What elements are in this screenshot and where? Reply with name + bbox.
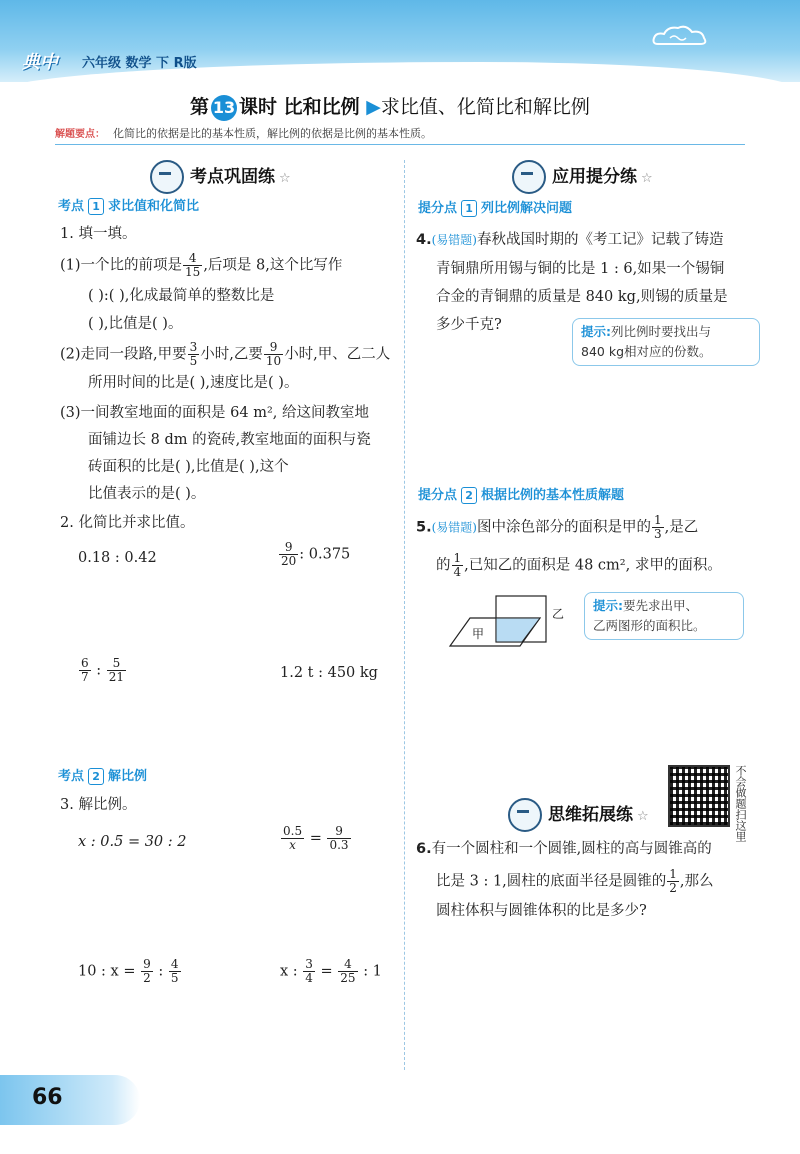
point-text: 解比例 xyxy=(108,769,148,784)
text: 小时,乙要 xyxy=(200,346,263,363)
fraction xyxy=(338,958,357,985)
q5-line2 xyxy=(436,552,722,580)
q1-part1-line1 xyxy=(60,252,342,280)
numerator: 4 xyxy=(170,957,179,971)
numerator: 4 xyxy=(338,958,357,972)
text: ,那么 xyxy=(679,873,714,890)
q6-line2 xyxy=(436,868,714,896)
point-badge: 2 xyxy=(461,487,477,504)
numerator: 3 xyxy=(305,957,313,971)
point-text: 列比例解决问题 xyxy=(481,201,573,216)
numerator: 1 xyxy=(653,513,662,527)
numerator: 3 xyxy=(189,340,198,354)
question-tag: (易错题) xyxy=(431,233,477,247)
denominator: 20 xyxy=(281,554,297,568)
question-number: 6. xyxy=(416,841,432,857)
question-3-stem: 3. 解比例。 xyxy=(60,797,137,813)
figure-label-jia: 甲 xyxy=(472,627,485,641)
point-1-heading xyxy=(58,195,199,215)
q4-line1 xyxy=(416,227,723,254)
q1-part2-line1 xyxy=(60,341,390,369)
text: 的 xyxy=(436,557,451,574)
hint-text: 列比例时要找出与 xyxy=(611,324,712,339)
triangle-icon: ▶ xyxy=(366,96,381,118)
section-title: 考点巩固练 xyxy=(190,167,275,187)
q2-item-d: 1.2 t : 450 kg xyxy=(280,665,378,681)
fraction xyxy=(652,514,664,541)
tips-bar xyxy=(55,122,745,145)
hint-label: 提示: xyxy=(581,324,611,339)
fraction xyxy=(452,552,464,579)
text: ,是乙 xyxy=(664,519,699,536)
hint-text: 乙两图形的面积比。 xyxy=(593,618,706,633)
denominator: 3 xyxy=(653,527,662,541)
right-point-1-heading xyxy=(418,197,572,217)
q1-part2-line2: 所用时间的比是( ),速度比是( )。 xyxy=(88,375,299,391)
fraction xyxy=(667,868,679,895)
question-tag: (易错题) xyxy=(431,520,477,535)
hint-label: 提示: xyxy=(593,598,623,613)
text: : 1 xyxy=(363,963,382,980)
point-label: 考点 xyxy=(58,199,85,214)
point-text: 求比值和化简比 xyxy=(108,199,200,214)
question-2-stem: 2. 化简比并求比值。 xyxy=(60,515,195,531)
q4-line3: 合金的青铜鼎的质量是 840 kg,则锡的质量是 xyxy=(436,289,728,305)
denominator: 2 xyxy=(669,881,677,895)
point-badge: 2 xyxy=(88,768,104,785)
denominator: 5 xyxy=(189,354,198,368)
numerator: 4 xyxy=(183,252,202,266)
point-badge: 1 xyxy=(461,200,477,217)
text: (2)走同一段路,甲要 xyxy=(60,346,187,363)
q5-line1 xyxy=(416,514,698,542)
section-heading-left xyxy=(150,160,291,194)
page-number-band xyxy=(0,1075,140,1125)
section-title: 应用提分练 xyxy=(552,167,637,187)
figure-label-yi: 乙 xyxy=(552,607,565,621)
text: 图中涂色部分的面积是甲的 xyxy=(476,519,651,536)
mascot-icon xyxy=(150,160,184,194)
section-title: 思维拓展练 xyxy=(548,805,633,825)
mascot-icon xyxy=(512,160,546,194)
star-icon: ☆ xyxy=(279,171,291,186)
numerator: 9 xyxy=(264,341,283,355)
fraction xyxy=(79,657,91,684)
question-number: 4. xyxy=(416,232,432,248)
lesson-subtitle: 求比值、化简比和解比例 xyxy=(380,96,590,118)
lesson-prefix: 第 xyxy=(190,96,210,118)
text: x : xyxy=(280,963,298,980)
right-point-2-heading xyxy=(418,484,624,504)
denominator: 4 xyxy=(305,971,313,985)
fraction xyxy=(279,541,298,568)
text: 比是 3 : 1,圆柱的底面半径是圆锥的 xyxy=(436,873,667,890)
numerator: 9 xyxy=(143,957,151,971)
grade-label: 六年级 数学 下 R版 xyxy=(82,56,197,71)
text: : 0.375 xyxy=(299,546,351,563)
text: ,已知乙的面积是 48 cm², 求甲的面积。 xyxy=(464,557,722,574)
q5-figure xyxy=(448,592,568,654)
numerator: 9 xyxy=(327,825,350,839)
q4-hint-box xyxy=(572,318,760,366)
q1-part3-line1: (3)一间教室地面的面积是 64 m², 给这间教室地 xyxy=(60,405,369,421)
q3-item-a: x : 0.5 = 30 : 2 xyxy=(78,834,187,850)
lesson-number: 13 xyxy=(211,95,237,121)
numerator: 0.5 xyxy=(283,824,303,838)
denominator: 5 xyxy=(170,971,179,985)
denominator: 15 xyxy=(185,265,201,279)
point-text: 根据比例的基本性质解题 xyxy=(481,488,625,503)
tips-label: 解题要点： xyxy=(55,129,105,140)
text: 10 : x = xyxy=(78,963,136,980)
denominator: 2 xyxy=(143,971,151,985)
qr-caption: 不会做题扫这里 xyxy=(734,765,747,842)
q2-item-a: 0.18 : 0.42 xyxy=(78,550,157,566)
mascot-icon xyxy=(508,798,542,832)
denominator: 4 xyxy=(453,565,462,579)
denominator: x xyxy=(289,838,296,852)
fraction xyxy=(169,958,181,985)
q4-line2: 青铜鼎所用锡与铜的比是 1 : 6,如果一个锡铜 xyxy=(436,261,725,277)
hint-text: 要先求出甲、 xyxy=(623,598,699,613)
point-label: 提分点 xyxy=(418,488,458,503)
question-1-stem: 1. 填一填。 xyxy=(60,226,137,242)
q1-part3-line4: 比值表示的是( )。 xyxy=(88,486,206,502)
cloud-icon xyxy=(650,22,710,50)
fraction xyxy=(107,657,126,684)
fraction xyxy=(141,958,153,985)
star-icon: ☆ xyxy=(637,809,649,824)
numerator: 5 xyxy=(107,657,126,671)
text: 春秋战国时期的《考工记》记载了铸造 xyxy=(476,232,724,248)
text: = xyxy=(320,963,333,980)
fraction xyxy=(264,341,283,368)
lesson-title xyxy=(190,92,590,121)
numerator: 1 xyxy=(453,551,462,565)
fraction xyxy=(183,252,202,279)
q1-part3-line2: 面铺边长 8 dm 的瓷砖,教室地面的面积与瓷 xyxy=(88,432,371,448)
numerator: 9 xyxy=(279,541,298,555)
numerator: 6 xyxy=(81,656,89,670)
q3-item-b: $\frac{0.5}{x}$ = $\frac{9}{0.3}$ xyxy=(283,824,349,852)
hint-text: 840 kg相对应的份数。 xyxy=(581,344,712,359)
denominator: 7 xyxy=(81,670,89,684)
q6-line3: 圆柱体积与圆锥体积的比是多少? xyxy=(436,903,647,919)
column-divider xyxy=(404,160,405,1070)
point-label: 考点 xyxy=(58,769,85,784)
point-2-heading xyxy=(58,765,147,785)
fraction xyxy=(303,958,315,985)
q1-part1-line3: ( ),比值是( )。 xyxy=(88,316,183,332)
denominator: 21 xyxy=(108,670,125,684)
point-badge: 1 xyxy=(88,198,104,215)
q2-item-c: $\frac{6}{7}$ : $\frac{5}{21}$ xyxy=(81,656,125,684)
q6-line1 xyxy=(416,836,712,863)
numerator: 1 xyxy=(669,867,677,881)
page-number: 66 xyxy=(32,1085,63,1110)
fraction xyxy=(281,825,304,852)
q5-hint-box xyxy=(584,592,744,640)
fraction xyxy=(188,341,200,368)
denominator: 10 xyxy=(265,354,282,368)
text: 小时,甲、乙二人 xyxy=(284,346,391,363)
tips-text: 化简比的依据是比的基本性质，解比例的依据是比例的基本性质。 xyxy=(113,127,432,140)
q3-item-d xyxy=(280,958,382,986)
point-label: 提分点 xyxy=(418,201,458,216)
fraction xyxy=(327,825,350,852)
text: ,后项是 8,这个比写作 xyxy=(203,257,343,274)
q1-part3-line3: 砖面积的比是( ),比值是( ),这个 xyxy=(88,459,289,475)
q1-part1-line2: ( ):( ),化成最简单的整数比是 xyxy=(88,288,275,304)
q4-line4: 多少千克? xyxy=(436,317,502,333)
section-heading-extension xyxy=(508,798,649,832)
section-heading-right xyxy=(512,160,653,194)
denominator: 25 xyxy=(340,971,356,985)
denominator: 0.3 xyxy=(329,838,349,852)
star-icon: ☆ xyxy=(641,171,653,186)
lesson-suffix: 课时 比和比例 xyxy=(239,96,360,118)
question-number: 5. xyxy=(416,519,432,536)
text: (1)一个比的前项是 xyxy=(60,257,183,274)
text: 有一个圆柱和一个圆锥,圆柱的高与圆锥高的 xyxy=(431,841,712,857)
q2-item-b xyxy=(278,541,350,569)
brand-logo: 典中 xyxy=(22,52,58,73)
q3-item-c: 10 : x = $\frac{9}{2}$ : $\frac{4}{5}$ xyxy=(78,957,179,985)
qr-code[interactable] xyxy=(668,765,730,827)
